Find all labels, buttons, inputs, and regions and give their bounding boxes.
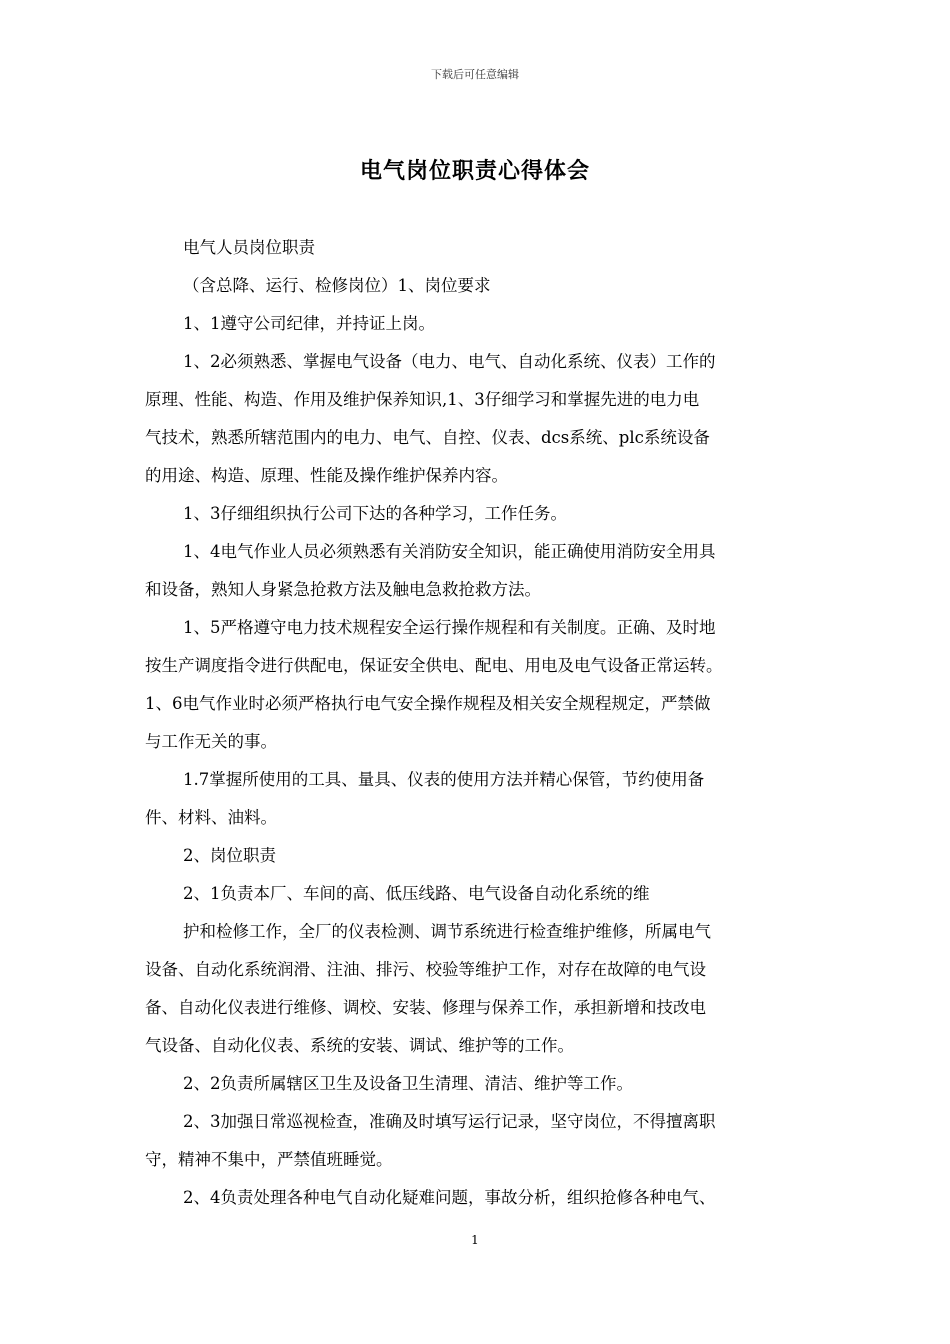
- body-line: 2、岗位职责: [183, 846, 276, 865]
- body-line: 1、6电气作业时必须严格执行电气安全操作规程及相关安全规程规定，严禁做: [145, 694, 711, 713]
- body-line: 气技术，熟悉所辖范围内的电力、电气、自控、仪表、dcs系统、plc系统设备: [145, 428, 710, 447]
- body-line: 设备、自动化系统润滑、注油、排污、校验等维护工作，对存在故障的电气设: [145, 960, 706, 979]
- body-line: 的用途、构造、原理、性能及操作维护保养内容。: [145, 466, 508, 485]
- body-line: 件、材料、油料。: [145, 808, 277, 827]
- document-title: 电气岗位职责心得体会: [359, 158, 590, 184]
- document-body: [145, 229, 809, 1217]
- body-line: 与工作无关的事。: [145, 732, 277, 751]
- body-line: 电气人员岗位职责: [183, 238, 315, 257]
- body-line: 护和检修工作，全厂的仪表检测、调节系统进行检查维护维修，所属电气: [183, 922, 711, 941]
- body-line: 1.7掌握所使用的工具、量具、仪表的使用方法并精心保管，节约使用备: [183, 770, 705, 789]
- body-line: 2、3加强日常巡视检查，准确及时填写运行记录，坚守岗位，不得擅离职: [183, 1112, 716, 1131]
- body-line: （含总降、运行、检修岗位）1、岗位要求: [183, 276, 491, 295]
- body-line: 1、3仔细组织执行公司下达的各种学习，工作任务。: [183, 504, 567, 523]
- body-line: 1、4电气作业人员必须熟悉有关消防安全知识，能正确使用消防安全用具: [183, 542, 716, 561]
- body-line: 按生产调度指令进行供配电，保证安全供电、配电、用电及电气设备正常运转。: [145, 656, 723, 675]
- page-number: 1: [471, 1233, 479, 1247]
- body-line: 1、2必须熟悉、掌握电气设备（电力、电气、自动化系统、仪表）工作的: [183, 352, 716, 371]
- body-line: 和设备，熟知人身紧急抢救方法及触电急救抢救方法。: [145, 580, 541, 599]
- body-line: 气设备、自动化仪表、系统的安装、调试、维护等的工作。: [145, 1036, 574, 1055]
- body-line: 1、1遵守公司纪律，并持证上岗。: [183, 314, 435, 333]
- body-line: 1、5严格遵守电力技术规程安全运行操作规程和有关制度。正确、及时地: [183, 618, 716, 637]
- body-line: 守，精神不集中，严禁值班睡觉。: [145, 1150, 393, 1169]
- body-line: 原理、性能、构造、作用及维护保养知识,1、3仔细学习和掌握先进的电力电: [145, 390, 700, 409]
- body-line: 2、1负责本厂、车间的高、低压线路、电气设备自动化系统的维: [183, 884, 650, 903]
- body-line: 备、自动化仪表进行维修、调校、安装、修理与保养工作，承担新增和技改电: [145, 998, 706, 1017]
- body-line: 2、4负责处理各种电气自动化疑难问题，事故分析，组织抢修各种电气、: [183, 1188, 716, 1207]
- body-line: 2、2负责所属辖区卫生及设备卫生清理、清洁、维护等工作。: [183, 1074, 633, 1093]
- header-note: 下载后可任意编辑: [431, 68, 519, 81]
